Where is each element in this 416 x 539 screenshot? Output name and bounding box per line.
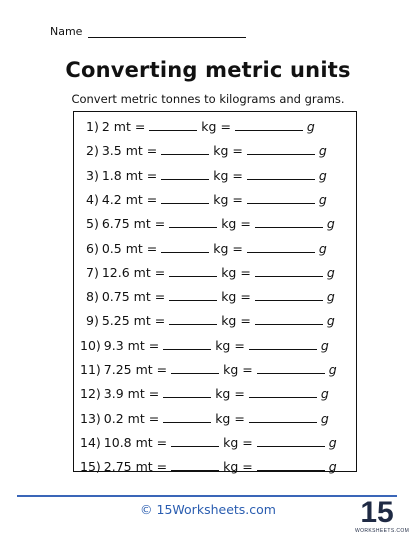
g-answer-blank[interactable]: [249, 410, 317, 423]
g-unit-label: g: [318, 240, 327, 256]
kg-unit-label: kg =: [215, 337, 245, 353]
problem-row: [80, 457, 337, 477]
kg-answer-blank[interactable]: [161, 240, 209, 253]
problem-row: [86, 263, 335, 283]
kg-answer-blank[interactable]: [171, 361, 219, 374]
name-field: [50, 25, 246, 38]
g-answer-blank[interactable]: [247, 167, 315, 180]
problem-number: 13): [80, 410, 101, 426]
g-unit-label: g: [326, 313, 335, 329]
kg-answer-blank[interactable]: [161, 142, 209, 155]
problem-row: [86, 311, 335, 331]
g-answer-blank[interactable]: [257, 361, 325, 374]
g-answer-blank[interactable]: [255, 264, 323, 277]
problem-value: 10.8 mt =: [103, 434, 168, 450]
kg-answer-blank[interactable]: [171, 458, 219, 471]
g-unit-label: g: [326, 216, 335, 232]
g-answer-blank[interactable]: [249, 337, 317, 350]
logo-number: 15: [360, 496, 394, 529]
kg-unit-label: kg =: [223, 434, 253, 450]
g-unit-label: g: [318, 143, 327, 159]
problem-value: 4.2 mt =: [101, 191, 158, 207]
problem-row: [86, 117, 315, 137]
g-answer-blank[interactable]: [235, 118, 303, 131]
g-answer-blank[interactable]: [255, 215, 323, 228]
kg-unit-label: kg =: [221, 313, 251, 329]
problem-row: [80, 360, 337, 380]
instructions: Convert metric tonnes to kilograms and grams.: [71, 92, 345, 106]
g-unit-label: g: [328, 362, 337, 377]
kg-answer-blank[interactable]: [163, 385, 211, 398]
problem-value: 3.5 mt =: [101, 143, 158, 159]
kg-answer-blank[interactable]: [161, 167, 209, 180]
problem-row: [80, 336, 329, 356]
kg-unit-label: kg =: [201, 119, 231, 134]
problem-value: 2.75 mt =: [103, 459, 168, 475]
g-unit-label: g: [320, 410, 329, 426]
kg-unit-label: kg =: [215, 386, 245, 402]
problem-value: 12.6 mt =: [101, 264, 166, 280]
problem-number: 4): [86, 191, 99, 207]
site-logo: [355, 496, 410, 536]
kg-answer-blank[interactable]: [169, 312, 217, 325]
problem-value: 6.75 mt =: [101, 216, 166, 232]
problem-row: [86, 214, 335, 234]
problem-row: [80, 433, 337, 453]
kg-unit-label: kg =: [221, 216, 251, 232]
kg-unit-label: kg =: [223, 362, 253, 377]
problem-number: 9): [86, 313, 99, 329]
g-unit-label: g: [320, 337, 329, 353]
problem-row: [86, 166, 327, 186]
footer-divider: [17, 495, 397, 497]
problem-row: [86, 141, 327, 161]
kg-answer-blank[interactable]: [169, 215, 217, 228]
problem-number: 5): [86, 216, 99, 232]
problem-row: [86, 190, 327, 210]
name-label: Name: [50, 25, 83, 38]
kg-answer-blank[interactable]: [163, 337, 211, 350]
problem-number: 12): [80, 386, 101, 402]
problem-number: 2): [86, 143, 99, 159]
problem-row: [86, 239, 327, 259]
kg-answer-blank[interactable]: [161, 191, 209, 204]
g-unit-label: g: [306, 119, 315, 134]
problem-number: 10): [80, 337, 101, 353]
kg-unit-label: kg =: [213, 167, 243, 183]
kg-unit-label: kg =: [223, 459, 253, 475]
kg-unit-label: kg =: [221, 264, 251, 280]
problem-value: 7.25 mt =: [103, 362, 168, 377]
problem-number: 14): [80, 434, 101, 450]
problem-value: 3.9 mt =: [103, 386, 160, 402]
g-answer-blank[interactable]: [255, 312, 323, 325]
problem-row: [80, 409, 329, 429]
g-answer-blank[interactable]: [247, 142, 315, 155]
kg-answer-blank[interactable]: [149, 118, 197, 131]
g-unit-label: g: [326, 264, 335, 280]
problem-number: 15): [80, 459, 101, 475]
g-answer-blank[interactable]: [247, 191, 315, 204]
problem-value: 2 mt =: [101, 119, 146, 134]
kg-answer-blank[interactable]: [163, 410, 211, 423]
problem-number: 6): [86, 240, 99, 256]
g-unit-label: g: [318, 167, 327, 183]
problem-number: 3): [86, 167, 99, 183]
problem-value: 0.5 mt =: [101, 240, 158, 256]
kg-answer-blank[interactable]: [169, 288, 217, 301]
g-answer-blank[interactable]: [247, 240, 315, 253]
problem-value: 5.25 mt =: [101, 313, 166, 329]
g-unit-label: g: [326, 289, 335, 305]
logo-subtext: WORKSHEETS.COM: [355, 528, 410, 534]
name-line: [88, 27, 246, 38]
g-answer-blank[interactable]: [257, 434, 325, 447]
kg-unit-label: kg =: [221, 289, 251, 305]
kg-unit-label: kg =: [215, 410, 245, 426]
problem-value: 1.8 mt =: [101, 167, 158, 183]
kg-unit-label: kg =: [213, 191, 243, 207]
g-unit-label: g: [318, 191, 327, 207]
problem-number: 11): [80, 362, 101, 377]
page-title: Converting metric units: [65, 58, 351, 82]
problem-row: [86, 287, 335, 307]
problem-number: 8): [86, 289, 99, 305]
kg-unit-label: kg =: [213, 240, 243, 256]
problem-number: 1): [86, 119, 99, 134]
g-unit-label: g: [328, 459, 337, 475]
g-answer-blank[interactable]: [257, 458, 325, 471]
footer-copyright[interactable]: © 15Worksheets.com: [140, 502, 276, 517]
g-unit-label: g: [320, 386, 329, 402]
problem-row: [80, 384, 329, 404]
kg-answer-blank[interactable]: [171, 434, 219, 447]
kg-unit-label: kg =: [213, 143, 243, 159]
kg-answer-blank[interactable]: [169, 264, 217, 277]
problem-value: 0.2 mt =: [103, 410, 160, 426]
problem-value: 9.3 mt =: [103, 337, 160, 353]
g-unit-label: g: [328, 434, 337, 450]
problem-value: 0.75 mt =: [101, 289, 166, 305]
g-answer-blank[interactable]: [255, 288, 323, 301]
g-answer-blank[interactable]: [249, 385, 317, 398]
problem-number: 7): [86, 264, 99, 280]
